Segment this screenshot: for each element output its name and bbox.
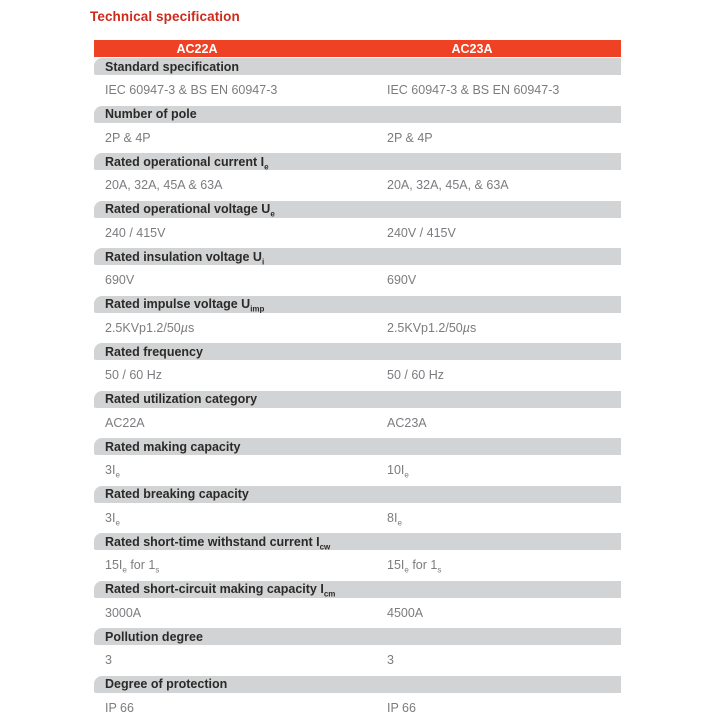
value-ac23a: $15I_e$ for $1_s$ xyxy=(387,558,441,572)
value-ac23a: 50 / 60 Hz xyxy=(387,368,444,382)
value-ac23a: 20A, 32A, 45A, & 63A xyxy=(387,178,509,192)
value-ac22a: 240 / 415V xyxy=(105,226,165,240)
spec-section xyxy=(94,106,621,154)
section-header-label: Rated operational voltage $U_e$ xyxy=(105,202,275,216)
section-values-row xyxy=(94,75,621,106)
value-ac22a: 3000A xyxy=(105,606,141,620)
value-ac22a: 3 xyxy=(105,653,112,667)
section-header-label: Rated making capacity xyxy=(105,440,240,454)
section-header-bar xyxy=(94,391,621,408)
section-header-label: Rated short-time withstand current $I_{cw}$ xyxy=(105,535,330,549)
section-values-row xyxy=(94,265,621,296)
section-header-bar xyxy=(94,296,621,313)
section-header-bar xyxy=(94,486,621,503)
section-header-label: Rated breaking capacity xyxy=(105,487,249,501)
value-ac22a: 2P & 4P xyxy=(105,131,151,145)
value-ac23a: 690V xyxy=(387,273,416,287)
section-values-row xyxy=(94,170,621,201)
spec-section xyxy=(94,58,621,106)
spec-section xyxy=(94,628,621,676)
spec-section xyxy=(94,391,621,439)
section-values-row xyxy=(94,598,621,629)
section-values-row xyxy=(94,455,621,486)
value-ac22a: $3I_e$ xyxy=(105,463,120,477)
section-header-bar xyxy=(94,201,621,218)
section-values-row xyxy=(94,550,621,581)
section-values-row xyxy=(94,408,621,439)
value-ac23a: 2P & 4P xyxy=(387,131,433,145)
value-ac22a: AC22A xyxy=(105,416,145,430)
section-header-label: Degree of protection xyxy=(105,677,227,691)
section-values-row xyxy=(94,360,621,391)
section-values-row xyxy=(94,123,621,154)
value-ac22a: 20A, 32A, 45A & 63A xyxy=(105,178,222,192)
section-header-label: Number of pole xyxy=(105,107,197,121)
section-header-bar xyxy=(94,438,621,455)
section-header-label: Pollution degree xyxy=(105,630,203,644)
value-ac23a: 4500A xyxy=(387,606,423,620)
spec-section xyxy=(94,153,621,201)
value-ac22a: $3I_e$ xyxy=(105,511,120,525)
section-header-label: Rated impulse voltage $U_{imp}$ xyxy=(105,297,264,311)
value-ac22a: IEC 60947-3 & BS EN 60947-3 xyxy=(105,83,277,97)
value-ac23a: AC23A xyxy=(387,416,427,430)
section-header-bar xyxy=(94,628,621,645)
value-ac23a: 2.5KVp1.2/50µs xyxy=(387,321,476,335)
section-header-bar xyxy=(94,676,621,693)
section-header-label: Rated short-circuit making capacity $I_{cm}$ xyxy=(105,582,335,596)
column-header-ac22a: AC22A xyxy=(177,42,218,56)
section-header-label: Standard specification xyxy=(105,60,239,74)
section-header-bar xyxy=(94,248,621,265)
spec-section xyxy=(94,201,621,249)
section-header-bar xyxy=(94,153,621,170)
value-ac23a: IEC 60947-3 & BS EN 60947-3 xyxy=(387,83,559,97)
section-header-bar xyxy=(94,58,621,75)
spec-table xyxy=(94,40,621,723)
value-ac22a: 2.5KVp1.2/50µs xyxy=(105,321,194,335)
value-ac22a: IP 66 xyxy=(105,701,134,715)
section-values-row xyxy=(94,313,621,344)
spec-section xyxy=(94,343,621,391)
spec-section xyxy=(94,486,621,534)
value-ac22a: $15I_e$ for $1_s$ xyxy=(105,558,159,572)
section-values-row xyxy=(94,218,621,249)
spec-section xyxy=(94,248,621,296)
section-values-row xyxy=(94,693,621,723)
column-header-ac23a: AC23A xyxy=(452,42,493,56)
table-header-row xyxy=(94,40,621,57)
section-header-label: Rated frequency xyxy=(105,345,203,359)
value-ac23a: 240V / 415V xyxy=(387,226,456,240)
spec-section xyxy=(94,533,621,581)
section-header-bar xyxy=(94,533,621,550)
page-title: Technical specification xyxy=(90,9,240,24)
spec-section xyxy=(94,676,621,723)
section-header-label: Rated utilization category xyxy=(105,392,257,406)
table-body xyxy=(94,58,621,723)
value-ac22a: 50 / 60 Hz xyxy=(105,368,162,382)
section-values-row xyxy=(94,503,621,534)
value-ac23a: 3 xyxy=(387,653,394,667)
section-header-label: Rated operational current $I_e$ xyxy=(105,155,269,169)
value-ac22a: 690V xyxy=(105,273,134,287)
section-header-bar xyxy=(94,581,621,598)
section-header-bar xyxy=(94,343,621,360)
spec-section xyxy=(94,438,621,486)
value-ac23a: $8I_e$ xyxy=(387,511,402,525)
value-ac23a: $10I_e$ xyxy=(387,463,409,477)
section-header-bar xyxy=(94,106,621,123)
section-values-row xyxy=(94,645,621,676)
spec-section xyxy=(94,296,621,344)
spec-section xyxy=(94,581,621,629)
section-header-label: Rated insulation voltage $U_i$ xyxy=(105,250,264,264)
value-ac23a: IP 66 xyxy=(387,701,416,715)
